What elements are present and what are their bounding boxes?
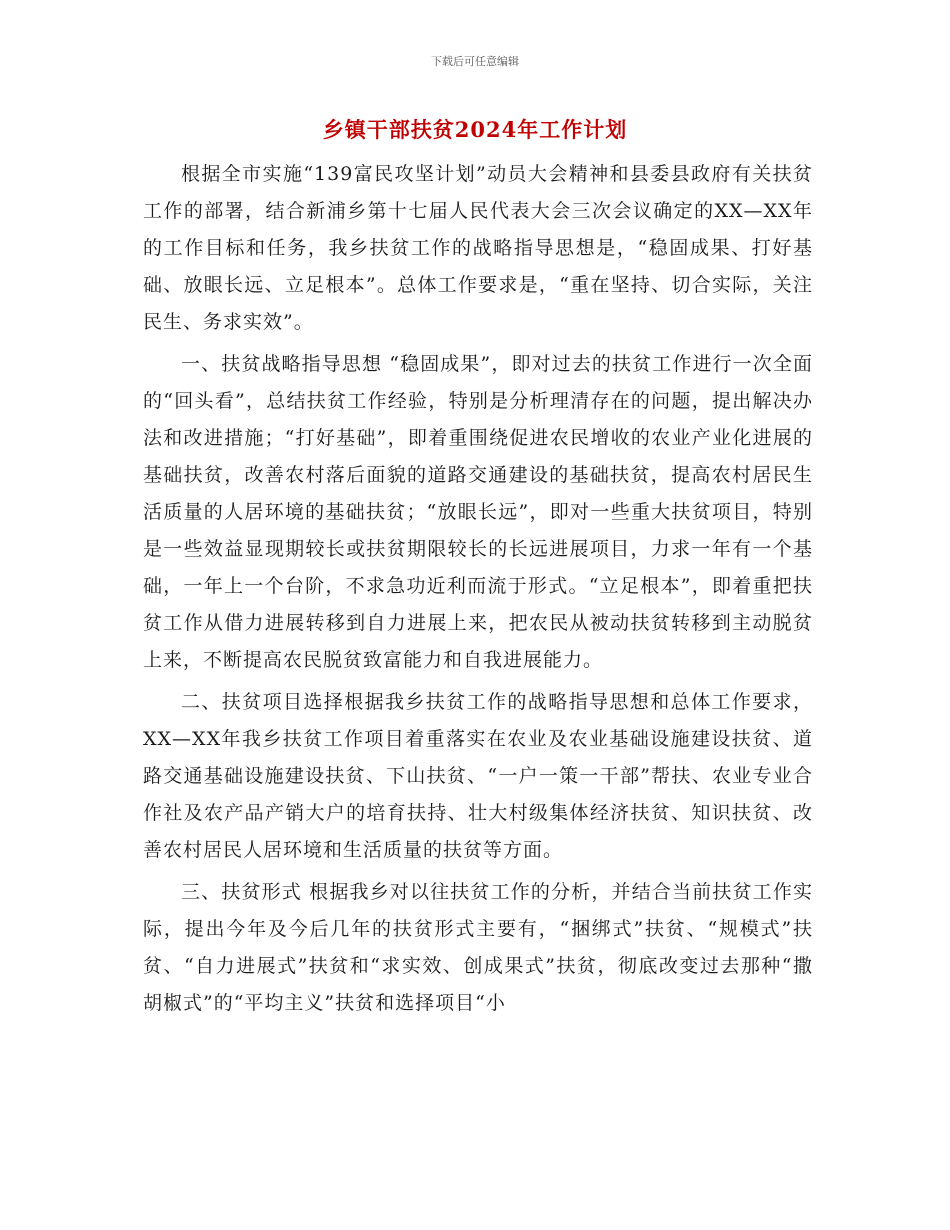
document-title: 乡镇干部扶贫2024年工作计划 [322, 117, 628, 142]
document-body [143, 156, 813, 1027]
header-note: 下载后可任意编辑 [431, 55, 519, 68]
paragraph-section-2: 二、扶贫项目选择根据我乡扶贫工作的战略指导思想和总体工作要求，XX—XX年我乡扶贫工作项目着重落实在农业及农业基础设施建设扶贫、道路交通基础设施建设扶贫、下山扶贫、“一户一策一干部”帮扶、农业专业合作社及农产品产销大户的培育扶持、壮大村级集体经济扶贫、知识扶贫、改善农村居民人居环境和生活质量的扶贫等方面。 [143, 691, 813, 861]
paragraph-section-3: 三、扶贫形式 根据我乡对以往扶贫工作的分析，并结合当前扶贫工作实际，提出今年及今后几年的扶贫形式主要有，“捆绑式”扶贫、“规模式”扶贫、“自力进展式”扶贫和“求实效、创成果式”扶贫，彻底改变过去那种“撒胡椒式”的“平均主义”扶贫和选择项目“小 [143, 881, 813, 1014]
paragraph-intro: 根据全市实施“139富民攻坚计划”动员大会精神和县委县政府有关扶贫工作的部署，结合新浦乡第十七届人民代表大会三次会议确定的XX—XX年的工作目标和任务，我乡扶贫工作的战略指导思想是，“稳固成果、打好基础、放眼长远、立足根本”。总体工作要求是，“重在坚持、切合实际，关注民生、务求实效”。 [143, 163, 813, 333]
paragraph-section-1: 一、扶贫战略指导思想 “稳固成果”，即对过去的扶贫工作进行一次全面的“回头看”，总结扶贫工作经验，特别是分析理清存在的问题，提出解决办法和改进措施；“打好基础”，即着重围绕促进农民增收的农业产业化进展的基础扶贫，改善农村落后面貌的道路交通建设的基础扶贫，提高农村居民生活质量的人居环境的基础扶贫；“放眼长远”，即对一些重大扶贫项目，特别是一些效益显现期较长或扶贫期限较长的长远进展项目，力求一年有一个基础，一年上一个台阶，不求急功近利而流于形式。“立足根本”，即着重把扶贫工作从借力进展转移到自力进展上来，把农民从被动扶贫转移到主动脱贫上来，不断提高农民脱贫致富能力和自我进展能力。 [143, 353, 813, 671]
